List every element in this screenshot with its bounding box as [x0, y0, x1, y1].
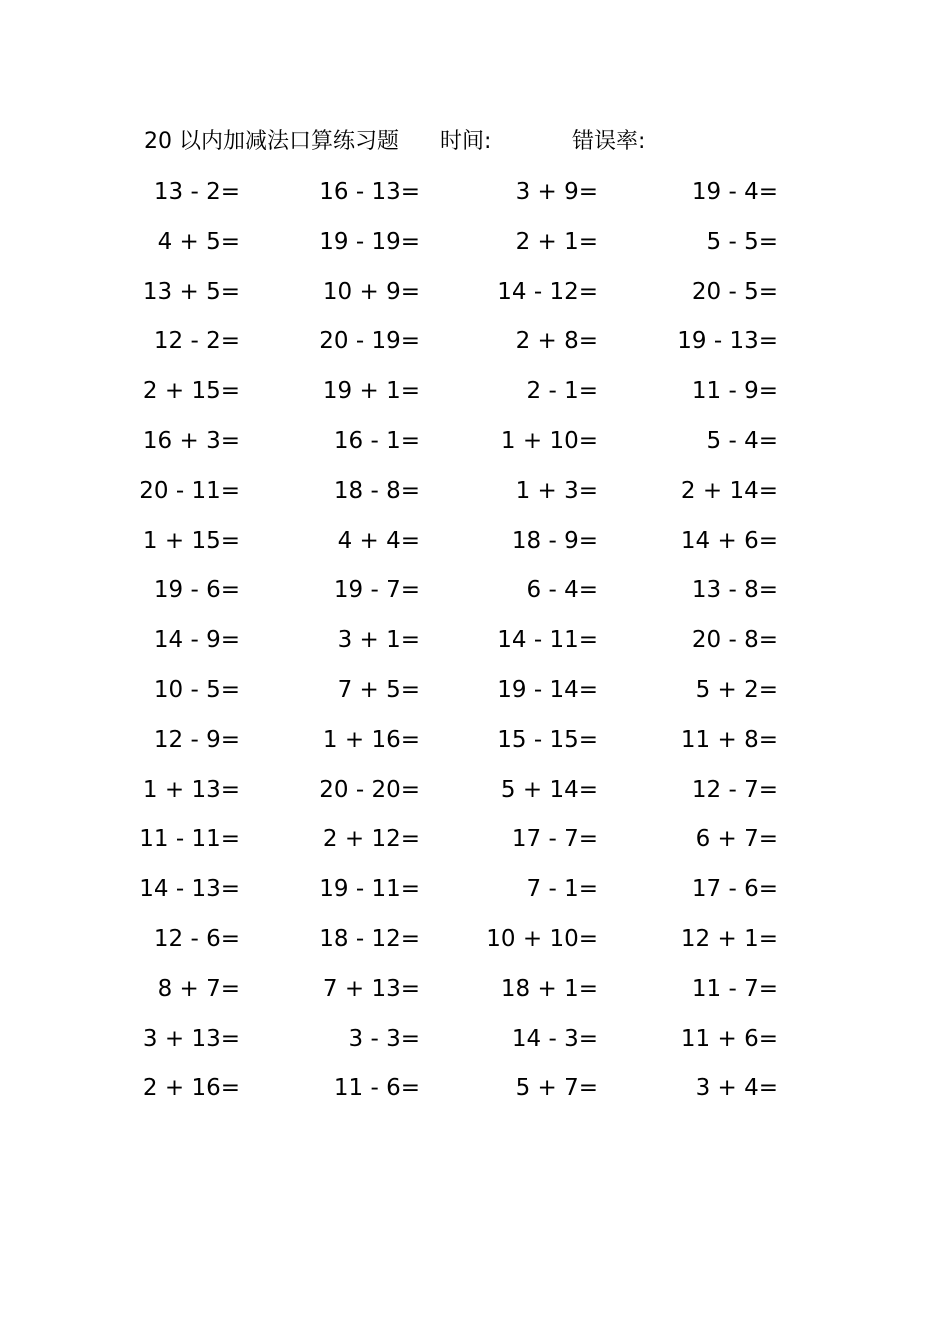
- problem-item: 20 - 19=: [319, 328, 420, 355]
- problem-item: 1 + 15=: [142, 527, 240, 554]
- problem-item: 11 - 11=: [139, 826, 240, 853]
- problem-item: 12 - 9=: [153, 726, 240, 753]
- problem-item: 11 - 6=: [333, 1075, 420, 1102]
- problem-row: [0, 272, 950, 322]
- problem-item: 5 + 2=: [695, 676, 778, 703]
- problem-item: 14 - 12=: [497, 278, 598, 305]
- problem-row: [0, 321, 950, 371]
- problem-item: 6 - 4=: [526, 577, 598, 604]
- problem-item: 11 + 6=: [680, 1025, 778, 1052]
- problem-item: 2 - 1=: [526, 378, 598, 405]
- problem-row: [0, 919, 950, 969]
- error-rate-label: 错误率:: [572, 129, 646, 154]
- problem-item: 5 + 7=: [515, 1075, 598, 1102]
- time-label: 时间:: [440, 129, 492, 154]
- problem-item: 20 - 5=: [691, 278, 778, 305]
- problem-item: 2 + 14=: [680, 477, 778, 504]
- problem-row: [0, 421, 950, 471]
- problem-item: 11 - 9=: [691, 378, 778, 405]
- problem-grid: [0, 172, 950, 1118]
- problem-row: [0, 819, 950, 869]
- problem-item: 19 - 6=: [153, 577, 240, 604]
- problem-item: 13 - 8=: [691, 577, 778, 604]
- problem-item: 6 + 7=: [695, 826, 778, 853]
- problem-item: 12 + 1=: [680, 925, 778, 952]
- problem-item: 7 + 13=: [322, 975, 420, 1002]
- problem-item: 1 + 10=: [500, 427, 598, 454]
- problem-item: 7 - 1=: [526, 876, 598, 903]
- problem-row: [0, 770, 950, 820]
- problem-row: [0, 869, 950, 919]
- problem-item: 14 - 13=: [139, 876, 240, 903]
- problem-item: 3 + 1=: [337, 627, 420, 654]
- problem-item: 10 + 10=: [486, 925, 598, 952]
- problem-item: 14 + 6=: [680, 527, 778, 554]
- problem-item: 16 - 1=: [333, 427, 420, 454]
- problem-item: 18 - 12=: [319, 925, 420, 952]
- problem-row: [0, 471, 950, 521]
- problem-item: 14 - 11=: [497, 627, 598, 654]
- problem-item: 3 + 4=: [695, 1075, 778, 1102]
- problem-item: 3 + 13=: [142, 1025, 240, 1052]
- problem-row: [0, 371, 950, 421]
- problem-item: 12 - 7=: [691, 776, 778, 803]
- problem-item: 3 + 9=: [515, 179, 598, 205]
- worksheet-title: 20 以内加减法口算练习题: [144, 129, 399, 154]
- problem-item: 19 - 13=: [677, 328, 778, 355]
- problem-item: 3 - 3=: [348, 1025, 420, 1052]
- problem-row: [0, 570, 950, 620]
- problem-item: 1 + 3=: [515, 477, 598, 504]
- problem-item: 19 - 7=: [333, 577, 420, 604]
- problem-item: 20 - 11=: [139, 477, 240, 504]
- problem-item: 14 - 9=: [153, 627, 240, 654]
- problem-item: 11 - 7=: [691, 975, 778, 1002]
- problem-item: 16 - 13=: [319, 179, 420, 205]
- problem-item: 19 - 19=: [319, 228, 420, 255]
- problem-item: 18 - 8=: [333, 477, 420, 504]
- problem-item: 10 - 5=: [153, 676, 240, 703]
- problem-item: 2 + 1=: [515, 228, 598, 255]
- problem-row: [0, 521, 950, 571]
- problem-item: 5 - 4=: [706, 427, 778, 454]
- problem-item: 19 + 1=: [322, 378, 420, 405]
- problem-item: 19 - 4=: [691, 179, 778, 205]
- problem-row: [0, 1019, 950, 1069]
- problem-item: 5 - 5=: [706, 228, 778, 255]
- problem-row: [0, 1068, 950, 1118]
- problem-item: 2 + 16=: [142, 1075, 240, 1102]
- problem-item: 5 + 14=: [500, 776, 598, 803]
- problem-item: 7 + 5=: [337, 676, 420, 703]
- problem-item: 16 + 3=: [142, 427, 240, 454]
- problem-item: 14 - 3=: [511, 1025, 598, 1052]
- problem-item: 2 + 8=: [515, 328, 598, 355]
- problem-row: [0, 222, 950, 272]
- problem-item: 19 - 14=: [497, 676, 598, 703]
- problem-row: [0, 620, 950, 670]
- problem-item: 17 - 7=: [511, 826, 598, 853]
- problem-item: 18 - 9=: [511, 527, 598, 554]
- problem-item: 4 + 5=: [157, 228, 240, 255]
- problem-item: 19 - 11=: [319, 876, 420, 903]
- problem-item: 17 - 6=: [691, 876, 778, 903]
- problem-item: 20 - 8=: [691, 627, 778, 654]
- problem-item: 13 - 2=: [153, 179, 240, 205]
- problem-item: 13 + 5=: [142, 278, 240, 305]
- problem-item: 2 + 15=: [142, 378, 240, 405]
- problem-item: 12 - 6=: [153, 925, 240, 952]
- problem-row: [0, 720, 950, 770]
- problem-item: 10 + 9=: [322, 278, 420, 305]
- problem-item: 4 + 4=: [337, 527, 420, 554]
- problem-row: [0, 969, 950, 1019]
- problem-item: 18 + 1=: [500, 975, 598, 1002]
- problem-row: [0, 172, 950, 222]
- problem-item: 2 + 12=: [322, 826, 420, 853]
- problem-item: 20 - 20=: [319, 776, 420, 803]
- problem-item: 8 + 7=: [157, 975, 240, 1002]
- problem-item: 12 - 2=: [153, 328, 240, 355]
- problem-item: 1 + 13=: [142, 776, 240, 803]
- problem-row: [0, 670, 950, 720]
- problem-item: 11 + 8=: [680, 726, 778, 753]
- problem-item: 15 - 15=: [497, 726, 598, 753]
- problem-item: 1 + 16=: [322, 726, 420, 753]
